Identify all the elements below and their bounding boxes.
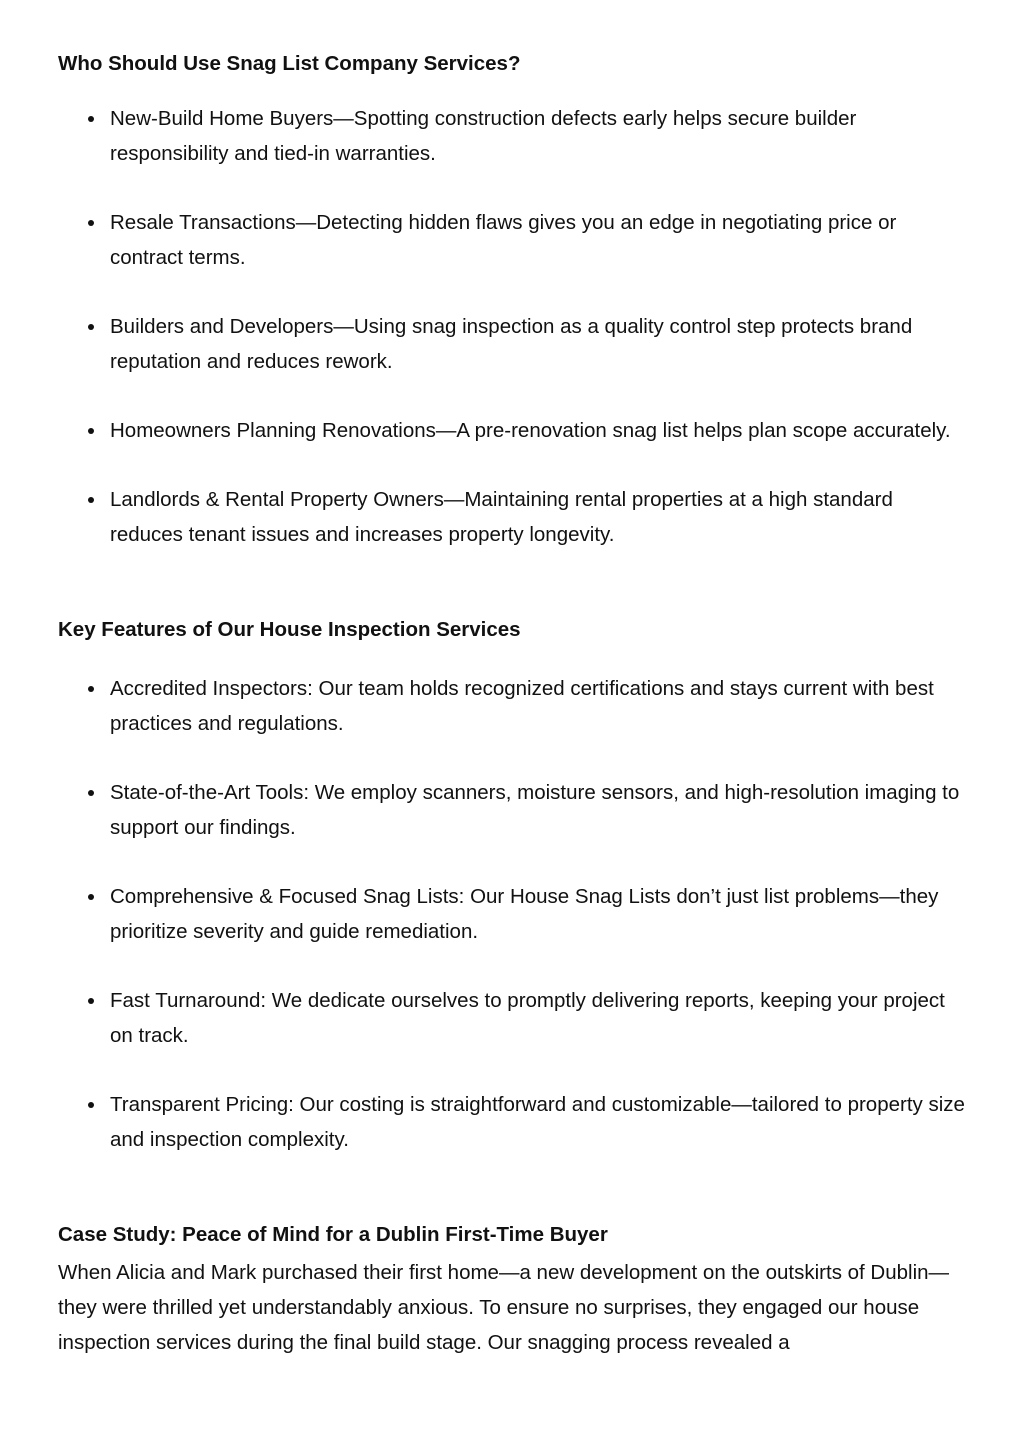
case-study-paragraph: When Alicia and Mark purchased their first home—a new development on the outskirts of Dublin—they were thrilled yet understandably anxious. To ensure no surprises, they engaged our house inspection services during the final build stage. Our snagging process revealed a bbox=[58, 1261, 950, 1354]
section-heading-who-should-use: Who Should Use Snag List Company Services? bbox=[58, 52, 521, 75]
list-item: New-Build Home Buyers—Spotting construction defects early helps secure builder responsibility and tied-in warranties. bbox=[58, 101, 966, 171]
audience-list bbox=[58, 101, 966, 552]
list-item: Comprehensive & Focused Snag Lists: Our House Snag Lists don’t just list problems—they prioritize severity and guide remediation. bbox=[58, 879, 966, 949]
section-heading-key-features: Key Features of Our House Inspection Services bbox=[58, 618, 521, 641]
features-list bbox=[58, 671, 966, 1157]
list-item: Landlords & Rental Property Owners—Maintaining rental properties at a high standard reduces tenant issues and increases property longevity. bbox=[58, 482, 966, 552]
list-item: Builders and Developers—Using snag inspection as a quality control step protects brand reputation and reduces rework. bbox=[58, 309, 966, 379]
list-item: Fast Turnaround: We dedicate ourselves to promptly delivering reports, keeping your project on track. bbox=[58, 983, 966, 1053]
list-item: State-of-the-Art Tools: We employ scanners, moisture sensors, and high-resolution imaging to support our findings. bbox=[58, 775, 966, 845]
list-item: Accredited Inspectors: Our team holds recognized certifications and stays current with best practices and regulations. bbox=[58, 671, 966, 741]
section-heading-case-study: Case Study: Peace of Mind for a Dublin First-Time Buyer bbox=[58, 1223, 608, 1246]
list-item: Transparent Pricing: Our costing is straightforward and customizable—tailored to property size and inspection complexity. bbox=[58, 1087, 966, 1157]
list-item: Homeowners Planning Renovations—A pre-renovation snag list helps plan scope accurately. bbox=[58, 413, 966, 448]
list-item: Resale Transactions—Detecting hidden flaws gives you an edge in negotiating price or contract terms. bbox=[58, 205, 966, 275]
